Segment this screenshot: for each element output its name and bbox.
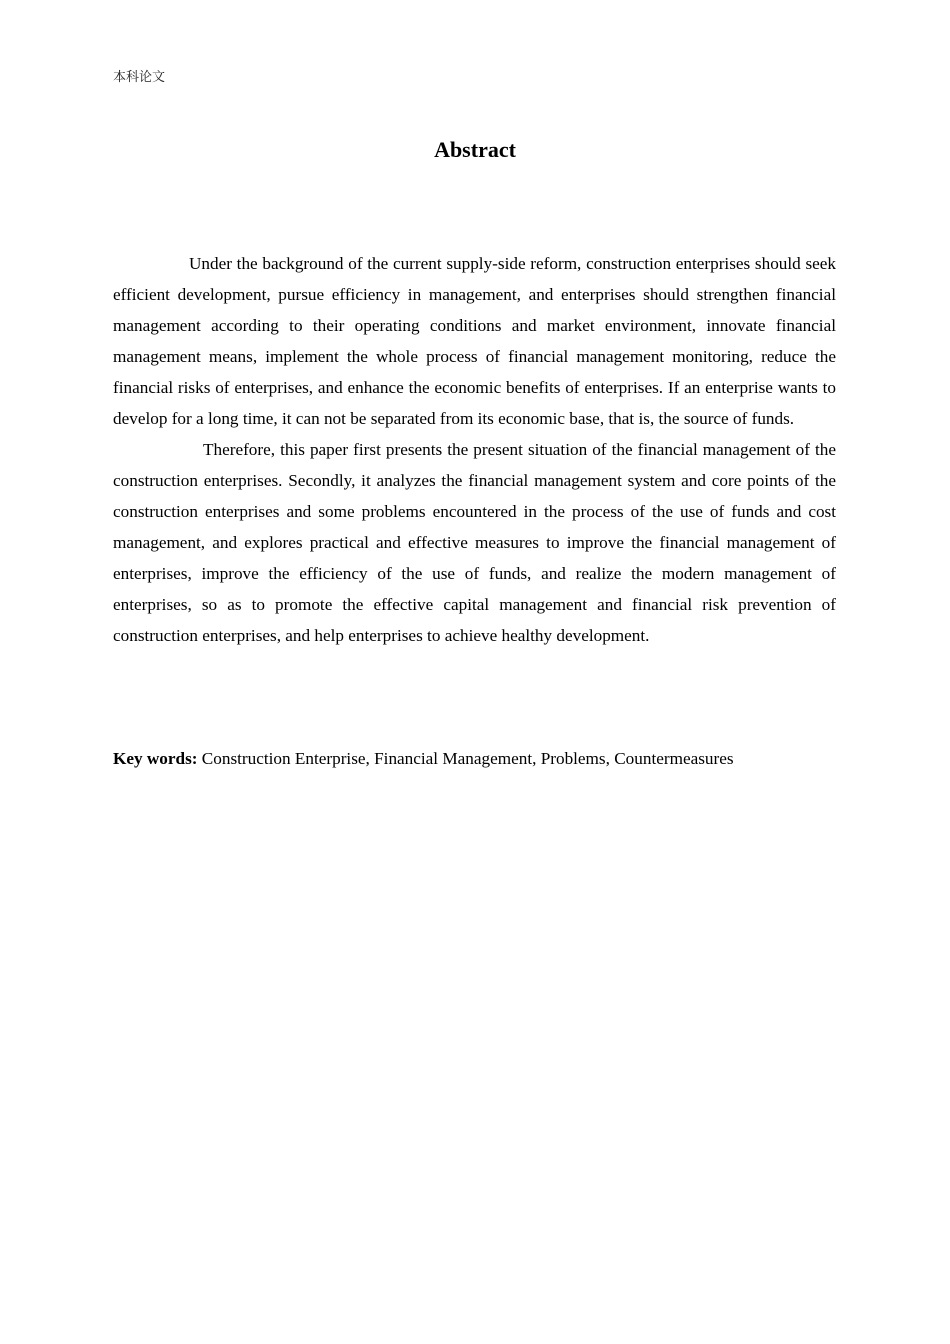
abstract-body xyxy=(113,248,836,651)
keywords-line xyxy=(113,743,836,774)
abstract-paragraph-2: Therefore, this paper first presents the present situation of the financial management of the construction enterprises. Secondly, it analyzes the financial management system and core points of the construction enterprises and some problems encountered in the process of the use of funds and cost management, and explores practical and effective measures to improve the financial management of enterprises, improve the efficiency of the use of funds, and realize the modern management of enterprises, so as to promote the effective capital management and financial risk prevention of construction enterprises, and help enterprises to achieve healthy development. xyxy=(113,440,836,645)
keywords-label: Key words: xyxy=(113,749,198,768)
abstract-title: Abstract xyxy=(434,137,516,162)
running-header: 本科论文 xyxy=(113,70,166,85)
keywords-text: Construction Enterprise, Financial Management, Problems, Countermeasures xyxy=(201,749,734,768)
abstract-paragraph-1: Under the background of the current supply-side reform, construction enterprises should seek efficient development, pursue efficiency in management, and enterprises should strengthen financial management according to their operating conditions and market environment, innovate financial management means, implement the whole process of financial management monitoring, reduce the financial risks of enterprises, and enhance the economic benefits of enterprises. If an enterprise wants to develop for a long time, it can not be separated from its economic base, that is, the source of funds. xyxy=(113,254,836,428)
